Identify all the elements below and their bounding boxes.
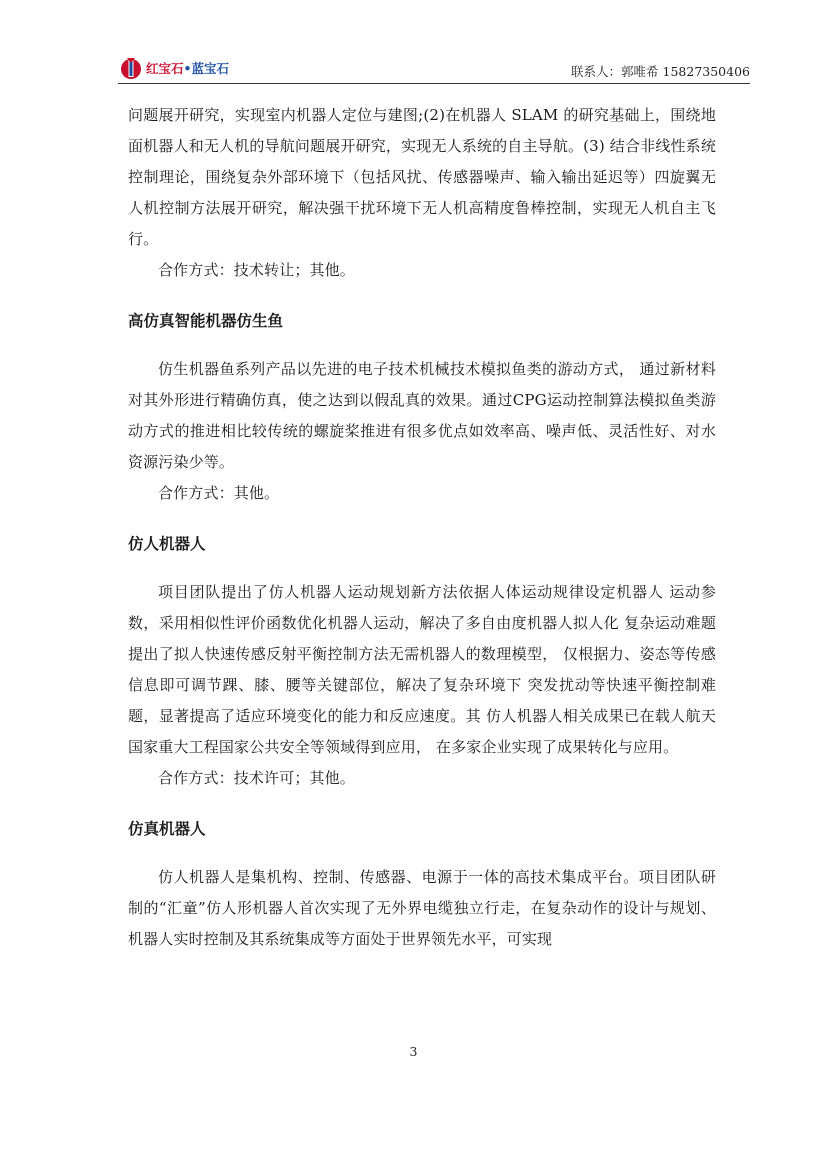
section-heading: 仿人机器人: [128, 535, 206, 553]
section-heading: 高仿真智能机器仿生鱼: [128, 312, 284, 330]
body-paragraph: 项目团队提出了仿人机器人运动规划新方法依据人体运动规律设定机器人 运动参数，采用相似性评价函数优化机器人运动，解决了多自由度机器人拟人化 复杂运动难题提出了拟人快速传感反射平衡控制方法无需机器人的数理模型， 仅根据力、姿态等传感信息即可调节踝、膝、腰等关键部位，解决了复杂环境下 突发扰动等快速平衡控制难题，显著提高了适应环境变化的能力和反应速度。其 仿人机器人相关成果已在载人航天国家重大工程国家公共安全等领域得到应用， 在多家企业实现了成果转化与应用。: [128, 583, 716, 756]
body-paragraph: 问题展开研究，实现室内机器人定位与建图;(2)在机器人 SLAM 的研究基础上，围绕地面机器人和无人机的导航问题展开研究，实现无人系统的自主导航。(3) 结合非线性系统控制理论，围绕复杂外部环境下（包括风扰、传感器噪声、输入输出延迟等）四旋翼无人机控制方法展开研究，解决强干扰环境下无人机高精度鲁棒控制，实现无人机自主飞行。: [128, 106, 716, 248]
header-divider: [118, 83, 750, 84]
contact-info: 联系人：郭唯希 15827350406: [571, 64, 750, 79]
gemstone-logo-icon: [118, 56, 144, 80]
cooperation-mode: 合作方式：技术许可；其他。: [158, 769, 355, 787]
logo: [118, 56, 229, 80]
page-header: [118, 52, 750, 84]
logo-text-red: 红宝石: [146, 61, 184, 76]
section-heading: 仿真机器人: [128, 820, 206, 838]
logo-text: [146, 59, 229, 77]
page-number: 3: [409, 1044, 418, 1059]
document-body: [128, 100, 716, 955]
cooperation-mode: 合作方式：技术转让；其他。: [158, 261, 355, 279]
logo-text-blue: 蓝宝石: [191, 61, 230, 76]
logo-separator: •: [183, 61, 192, 76]
body-paragraph: 仿人机器人是集机构、控制、传感器、电源于一体的高技术集成平台。项目团队研制的“汇童”仿人形机器人首次实现了无外界电缆独立行走，在复杂动作的设计与规划、机器人实时控制及其系统集成等方面处于世界领先水平，可实现: [128, 868, 716, 948]
body-paragraph: 仿生机器鱼系列产品以先进的电子技术机械技术模拟鱼类的游动方式， 通过新材料对其外形进行精确仿真，使之达到以假乱真的效果。通过CPG运动控制算法模拟鱼类游动方式的推进相比较传统的螺旋桨推进有很多优点如效率高、噪声低、灵活性好、对水资源污染少等。: [128, 360, 716, 471]
cooperation-mode: 合作方式：其他。: [158, 484, 280, 502]
